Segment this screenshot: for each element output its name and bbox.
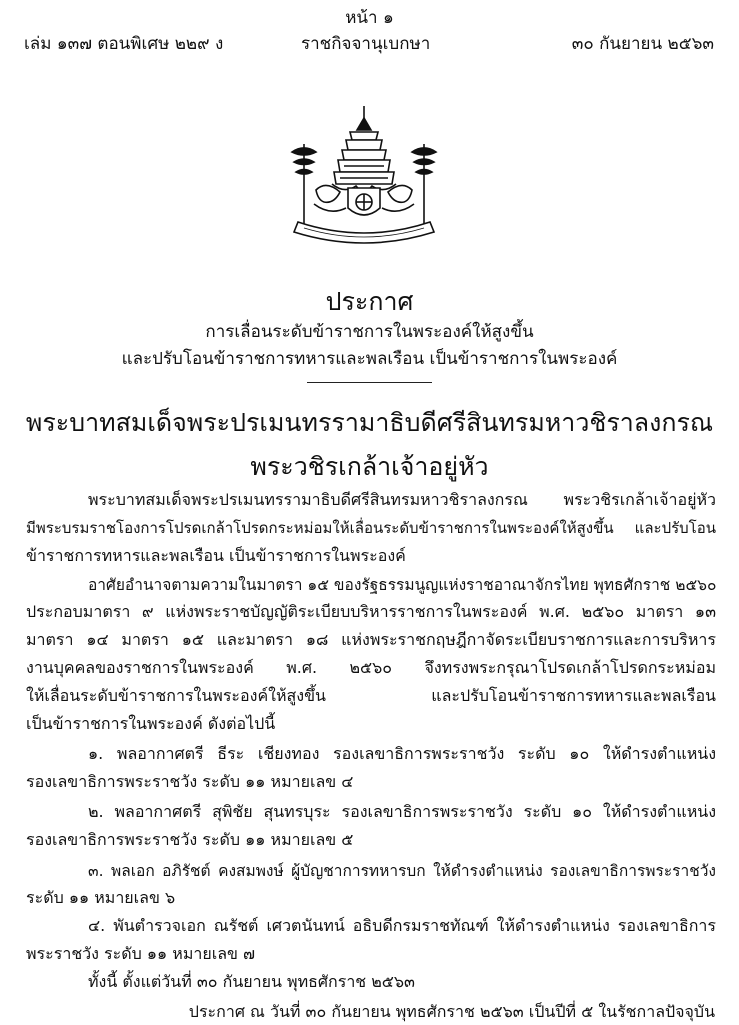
gazette-date: ๓๐ กันยายน ๒๕๖๓ (571, 34, 714, 54)
list-item-4-cont: พระราชวัง ระดับ ๑๑ หมายเลข ๗ (26, 944, 256, 963)
closing-line: ประกาศ ณ วันที่ ๓๐ กันยายน พุทธศักราช ๒๕๖๓ เป็นปีที่ ๕ ในรัชกาลปัจจุบัน (188, 1002, 715, 1021)
list-item-4: ๔. พันตำรวจเอก ณรัชต์ เศวตนันทน์ อธิบดีกรมราชทัณฑ์ ให้ดำรงตำแหน่ง รองเลขาธิการ (88, 916, 716, 935)
volume-issue: เล่ม ๑๓๗ ตอนพิเศษ ๒๒๙ ง (24, 34, 224, 54)
effective-date: ทั้งนี้ ตั้งแต่วันที่ ๓๐ กันยายน พุทธศักราช ๒๕๖๓ (88, 972, 415, 991)
paragraph-line: ประกอบมาตรา ๙ แห่งพระราชบัญญัติระเบียบบริหารราชการในพระองค์ พ.ศ. ๒๕๖๐ มาตรา ๑๓ (26, 602, 716, 621)
list-item-1: ๑. พลอากาศตรี ธีระ เชียงทอง รองเลขาธิการพระราชวัง ระดับ ๑๐ ให้ดำรงตำแหน่ง (88, 744, 716, 763)
king-name-line-2: พระวชิรเกล้าเจ้าอยู่หัว (250, 452, 489, 481)
paragraph-line: งานบุคคลของราชการในพระองค์ พ.ศ. ๒๕๖๐ จึงทรงพระกรุณาโปรดเกล้าโปรดกระหม่อม (26, 658, 716, 677)
page-number: หน้า ๑ (345, 8, 394, 28)
list-item-2: ๒. พลอากาศตรี สุพิชัย สุนทรบุระ รองเลขาธิการพระราชวัง ระดับ ๑๐ ให้ดำรงตำแหน่ง (88, 802, 716, 821)
list-item-3-cont: ระดับ ๑๑ หมายเลข ๖ (26, 888, 176, 907)
paragraph-line: อาศัยอำนาจตามความในมาตรา ๑๕ ของรัฐธรรมนูญแห่งราชอาณาจักรไทย พุทธศักราช ๒๕๖๐ (88, 576, 717, 594)
list-item-1-cont: รองเลขาธิการพระราชวัง ระดับ ๑๑ หมายเลข ๔ (26, 772, 354, 791)
royal-emblem-icon (264, 104, 464, 252)
list-item-3: ๓. พลเอก อภิรัชต์ คงสมพงษ์ ผู้บัญชาการทหารบก ให้ดำรงตำแหน่ง รองเลขาธิการพระราชวัง (88, 862, 716, 880)
announcement-subtitle-1: การเลื่อนระดับข้าราชการในพระองค์ให้สูงขึ้น (205, 322, 534, 342)
paragraph-line: เป็นข้าราชการในพระองค์ ดังต่อไปนี้ (26, 714, 276, 733)
gazette-name: ราชกิจจานุเบกษา (301, 34, 431, 54)
title-divider (307, 382, 432, 383)
paragraph-line: พระบาทสมเด็จพระปรเมนทรรามาธิบดีศรีสินทรมหาวชิราลงกรณ พระวชิรเกล้าเจ้าอยู่หัว (88, 490, 716, 509)
paragraph-line: ข้าราชการทหารและพลเรือน เป็นข้าราชการในพระองค์ (26, 546, 406, 565)
paragraph-line: มาตรา ๑๔ มาตรา ๑๕ และมาตรา ๑๘ แห่งพระราชกฤษฎีกาจัดระเบียบราชการและการบริหาร (26, 630, 716, 649)
paragraph-line: ให้เลื่อนระดับข้าราชการในพระองค์ให้สูงขึ้น และปรับโอนข้าราชการทหารและพลเรือน (26, 686, 716, 705)
list-item-2-cont: รองเลขาธิการพระราชวัง ระดับ ๑๑ หมายเลข ๕ (26, 830, 354, 849)
announcement-title: ประกาศ (325, 287, 414, 316)
paragraph-line: มีพระบรมราชโองการโปรดเกล้าโปรดกระหม่อมให้เลื่อนระดับข้าราชการในพระองค์ให้สูงขึ้น และปรับโอน (26, 519, 716, 537)
announcement-subtitle-2: และปรับโอนข้าราชการทหารและพลเรือน เป็นข้าราชการในพระองค์ (121, 349, 618, 369)
king-name-line-1: พระบาทสมเด็จพระปรเมนทรรามาธิบดีศรีสินทรมหาวชิราลงกรณ (25, 408, 714, 437)
